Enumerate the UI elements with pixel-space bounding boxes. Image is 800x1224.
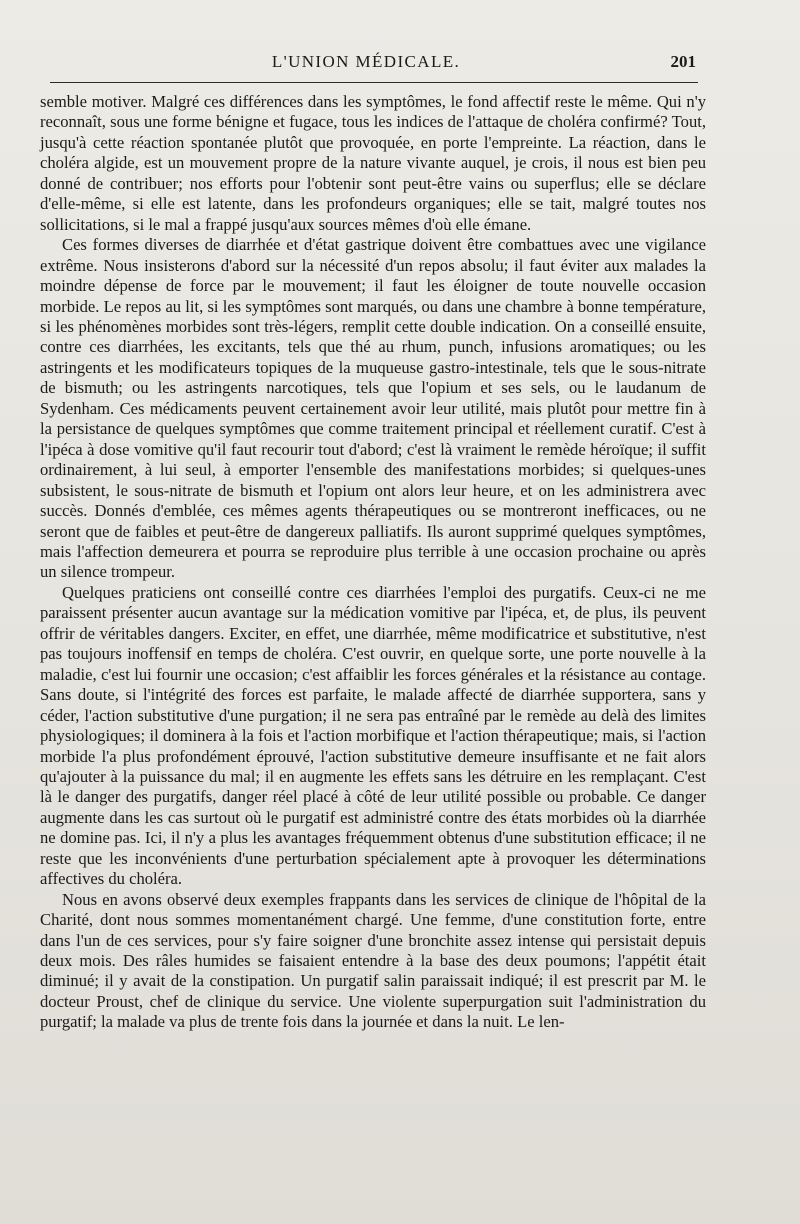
paragraph-1: semble motiver. Malgré ces différences dans les symptômes, le fond affectif reste le même. Qui n'y reconnaît, sous une forme bénigne et fugace, tous les indices de l'attaque de choléra confirmé? Tout, jusqu'à cette réaction spontanée plutôt que provoquée, en porte l'empreinte. La réaction, dans le choléra algide, est un mouvement propre de la nature vivante auquel, je crois, il nous est bien peu donné de contribuer; nos efforts pour l'obtenir sont peut-être vains ou superflus; elle se déclare d'elle-même, si elle est latente, dans les profondeurs organiques; elle se tait, malgré toutes nos sollicitations, si le mal a frappé jusqu'aux sources mêmes d'où elle émane.: [40, 92, 706, 234]
journal-title: L'UNION MÉDICALE.: [271, 52, 461, 71]
paragraph-2: Ces formes diverses de diarrhée et d'état gastrique doivent être combattues avec une vigilance extrême. Nous insisterons d'abord sur la nécessité d'un repos absolu; il faut éviter aux malades la moindre dépense de force par le mouvement; il faut les éloigner de toute nouvelle occasion morbide. Le repos au lit, si les symptômes sont marqués, ou dans une chambre à bonne température, si les phénomènes morbides sont très-légers, remplit cette double indication. On a conseillé ensuite, contre ces diarrhées, les excitants, tels que thé au rhum, punch, infusions aromatiques; ou les astringents et les modificateurs topiques de la muqueuse gastro-intestinale, tels que le sous-nitrate de bismuth; ou les astringents narcotiques, tels que l'opium et ses sels, ou le laudanum de Sydenham. Ces médicaments peuvent certainement avoir leur utilité, mais plutôt pour mettre fin à la persistance de quelques symptômes que comme traitement principal et réellement curatif. C'est à l'ipéca à dose vomitive qu'il faut recourir tout d'abord; c'est là vraiment le remède héroïque; il suffit ordinairement, à lui seul, à emporter l'ensemble des manifestations morbides; si quelques-unes subsistent, le sous-nitrate de bismuth et l'opium ont alors leur heure, et on les administrera avec succès. Donnés d'emblée, ces mêmes agents thérapeutiques ou se montreront inefficaces, ou ne seront que de faibles et peut-être de dangereux palliatifs. Ils auront supprimé quelques symptômes, mais l'affection demeurera et pourra se reproduire plus terrible à une occasion prochaine ou après un silence trompeur.: [40, 235, 706, 582]
header-rule: [50, 82, 698, 83]
paragraph-3: Quelques praticiens ont conseillé contre ces diarrhées l'emploi des purgatifs. Ceux-ci ne me paraissent présenter aucun avantage sur la médication vomitive par l'ipéca, et, de plus, ils peuvent offrir de véritables dangers. Exciter, en effet, une diarrhée, même modificatrice et substitutive, n'est pas toujours inoffensif en temps de choléra. C'est ouvrir, en quelque sorte, une porte nouvelle à la maladie, c'est lui fournir une occasion; c'est affaiblir les forces générales et la résistance au contage. Sans doute, si l'intégrité des forces est parfaite, le malade affecté de diarrhée supportera, sans y céder, l'action substitutive d'une purgation; il ne sera pas entraîné par le remède au delà des limites physiologiques; il dominera à la fois et l'action morbifique et l'action thérapeutique; mais, si l'action morbide l'a plus profondément éprouvé, l'action substitutive demeure insuffisante et ne fait alors qu'ajouter à la puissance du mal; il en augmente les effets sans les détruire en les remplaçant. C'est là le danger des purgatifs, danger réel placé à côté de leur utilité possible ou probable. Ce danger augmente dans les cas surtout où le purgatif est administré contre des états morbides où la diarrhée ne domine pas. Ici, il n'y a plus les avantages fréquemment obtenus d'une substitution efficace; il ne reste que les inconvénients d'une perturbation spécialement apte à provoquer les déterminations affectives du choléra.: [40, 582, 706, 889]
body-text: [40, 92, 706, 1033]
running-head: [36, 52, 696, 78]
page-number: 201: [670, 52, 696, 71]
paragraph-4: Nous en avons observé deux exemples frappants dans les services de clinique de l'hôpital de la Charité, dont nous sommes momentanément chargé. Une femme, d'une constitution forte, entre dans l'un de ces services, pour s'y faire soigner d'une bronchite assez intense qui persistait depuis deux mois. Des râles humides se faisaient entendre à la base des deux poumons; l'appétit était diminué; il y avait de la constipation. Un purgatif salin paraissait indiqué; il est prescrit par M. le docteur Proust, chef de clinique du service. Une violente superpurgation suit l'administration du purgatif; la malade va plus de trente fois dans la journée et dans la nuit. Le len-: [40, 889, 706, 1032]
